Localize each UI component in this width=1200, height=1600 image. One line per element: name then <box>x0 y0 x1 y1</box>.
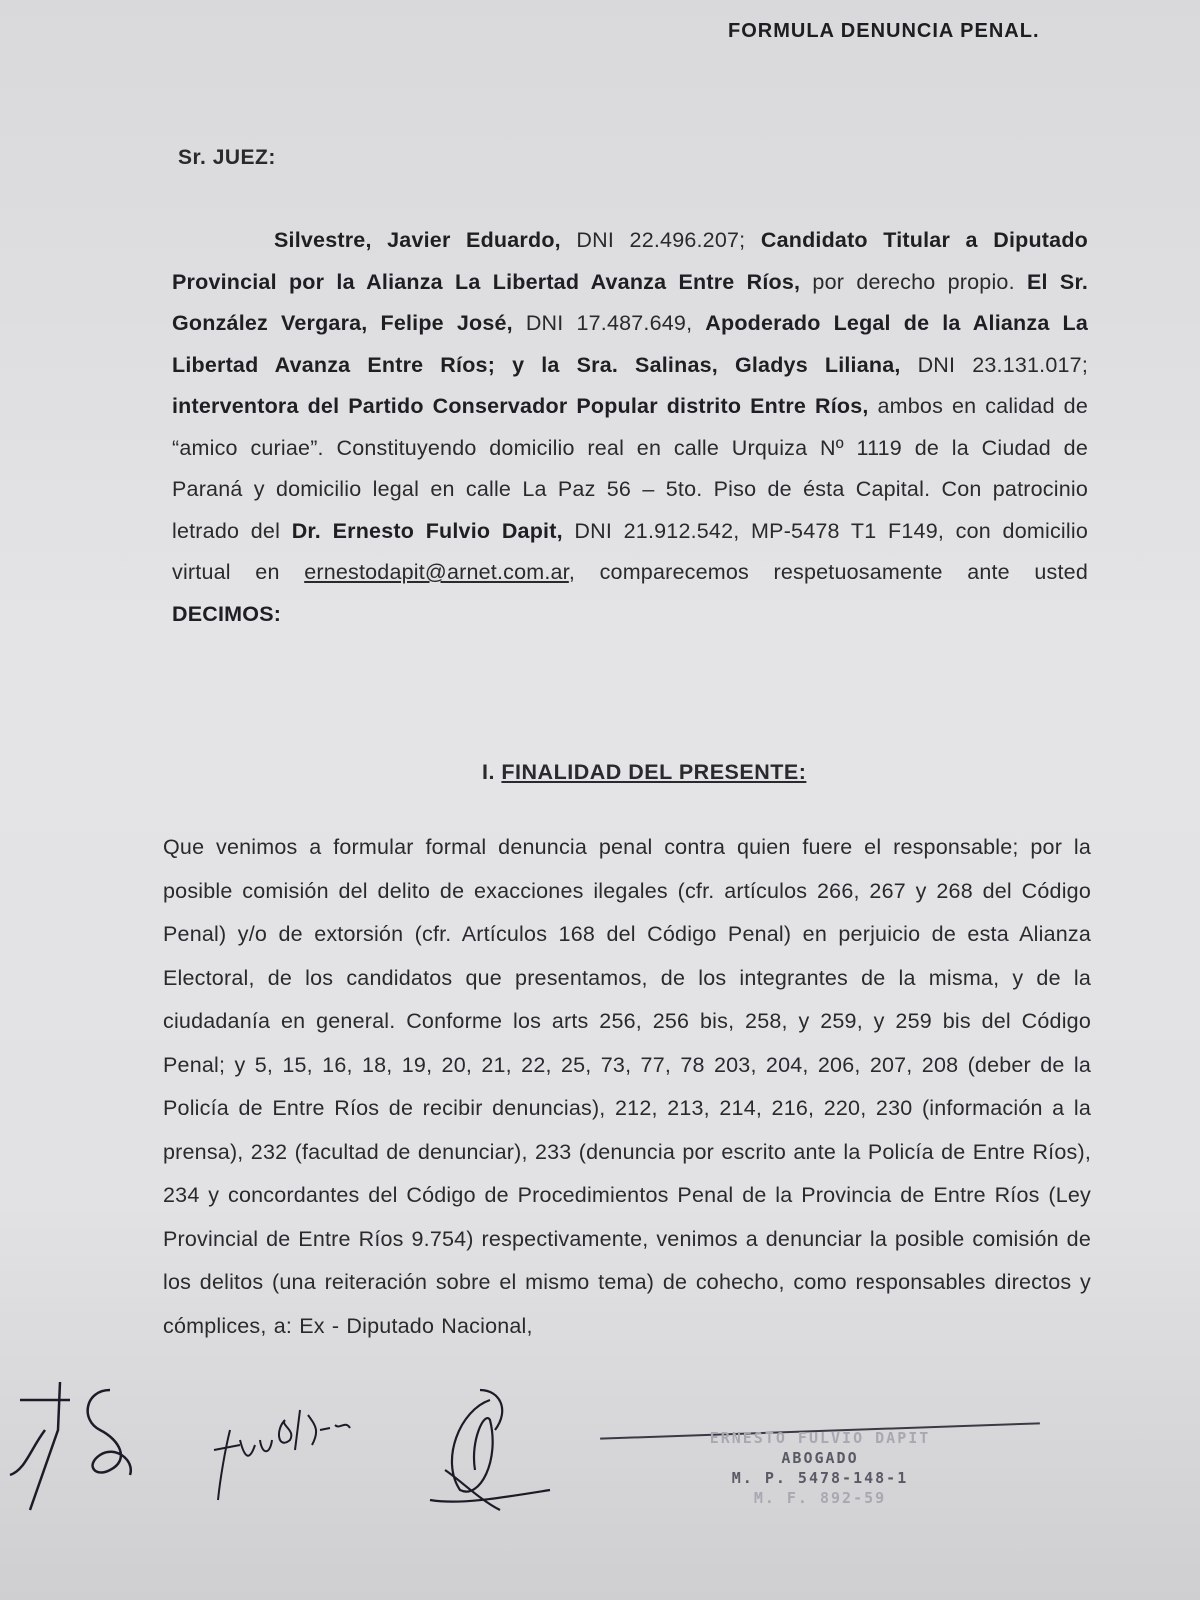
party-name-2: El Sr. González Vergara, Felipe José, <box>172 269 1089 335</box>
intro-paragraph <box>172 220 1088 635</box>
signature-1 <box>0 1370 150 1520</box>
intro-text: , comparecemos respetuosamente ante usted <box>568 560 1088 584</box>
intro-text: DNI 17.487.649, <box>512 311 706 335</box>
stamp-name: ERNESTO FULVIO DAPIT <box>709 1429 931 1447</box>
intro-text: DNI 22.496.207; <box>560 228 761 252</box>
intro-text: ambos en calidad de “amico curiae”. Constituyendo domicilio real en calle Urquiza Nº 1119 de la Ciudad de Paraná y domicilio legal en calle La Paz 56 – 5to. Piso de ésta Capital. Con patrocinio letrado del <box>172 394 1088 543</box>
section-number: I. <box>482 760 502 784</box>
lawyer-stamp <box>700 1428 940 1508</box>
section-heading <box>482 760 806 785</box>
stamp-title: ABOGADO <box>781 1449 859 1467</box>
decimos-label: DECIMOS: <box>172 601 282 626</box>
party-role-2: Apoderado Legal de la Alianza La Libertad Avanza Entre Ríos; y la Sra. Salinas, Gladys Liliana, <box>172 311 1088 377</box>
lawyer-name: Dr. Ernesto Fulvio Dapit, <box>291 518 563 543</box>
signature-2 <box>200 1400 360 1510</box>
signature-3 <box>400 1380 570 1530</box>
stamp-mp: M. P. 5478-148-1 <box>731 1469 909 1487</box>
email-link[interactable]: ernestodapit@arnet.com.ar <box>304 560 569 584</box>
salutation: Sr. JUEZ: <box>178 146 276 169</box>
party-role-3: interventora del Partido Conservador Popular distrito Entre Ríos, <box>172 394 869 418</box>
body-paragraph: Que venimos a formular formal denuncia penal contra quien fuere el responsable; por la posible comisión del delito de exacciones ilegales (cfr. artículos 266, 267 y 268 del Código Penal) y/o de extorsión (cfr. Artículos 168 del Código Penal) en perjuicio de esta Alianza Electoral, de los candidatos que presentamos, de los integrantes de la misma, y de la ciudadanía en general. Conforme los arts 256, 256 bis, 258, y 259, y 259 bis del Código Penal; y 5, 15, 16, 18, 19, 20, 21, 22, 25, 73, 77, 78 203, 204, 206, 207, 208 (deber de la Policía de Entre Ríos de recibir denuncias), 212, 213, 214, 216, 220, 230 (información a la prensa), 232 (facultad de denunciar), 233 (denuncia por escrito ante la Policía de Entre Ríos), 234 y concordantes del Código de Procedimientos Penal de la Provincia de Entre Ríos (Ley Provincial de Entre Ríos 9.754) respectivamente, venimos a denunciar la posible comisión de los delitos (una reiteración sobre el mismo tema) de cohecho, como responsables directos y cómplices, a: Ex - Diputado Nacional, <box>163 835 1091 1338</box>
document-title: FORMULA DENUNCIA PENAL. <box>728 20 1040 42</box>
stamp-mf: M. F. 892-59 <box>753 1489 887 1507</box>
section-title: FINALIDAD DEL PRESENTE: <box>501 760 807 784</box>
intro-text: DNI 21.912.542, MP-5478 T1 F149, con domicilio virtual en <box>172 518 1088 584</box>
party-role-1: Candidato Titular a Diputado Provincial por la Alianza La Libertad Avanza Entre Ríos, <box>172 228 1088 294</box>
intro-text: por derecho propio. <box>800 269 1027 294</box>
party-name-1: Silvestre, Javier Eduardo, <box>274 228 561 252</box>
intro-text: DNI 23.131.017; <box>900 352 1088 377</box>
